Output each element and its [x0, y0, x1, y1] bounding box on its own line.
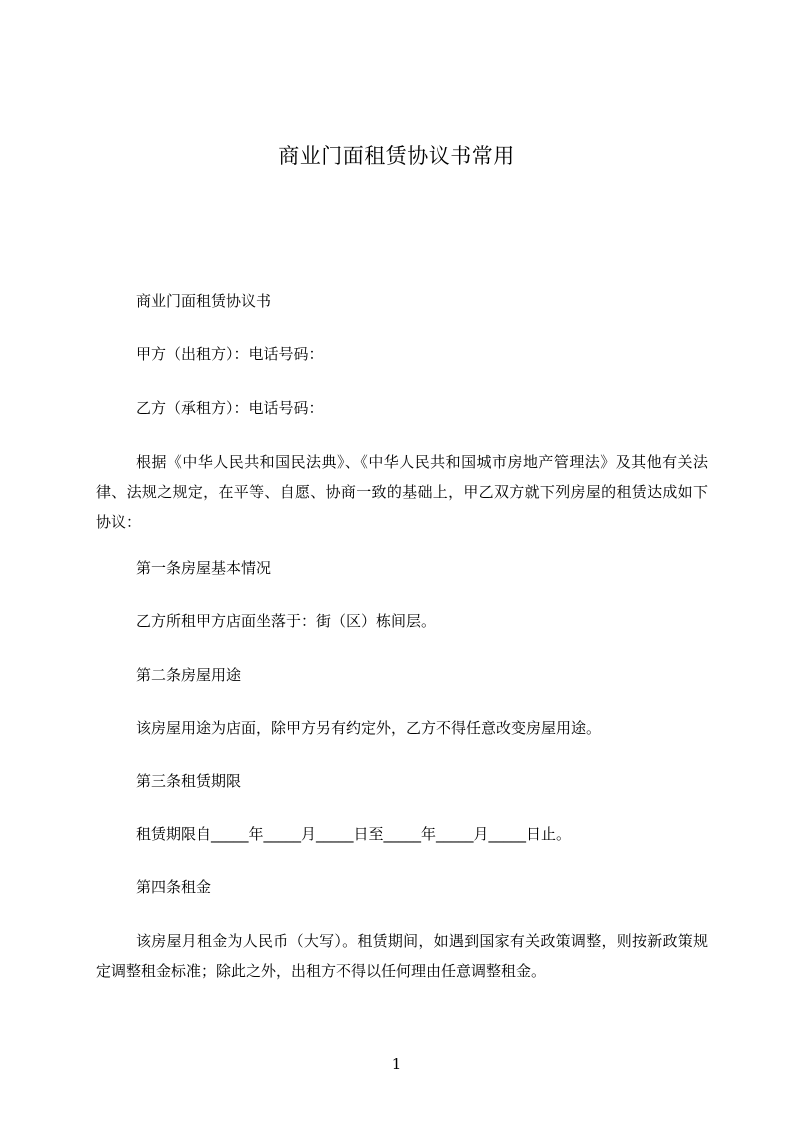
party-b-line: 乙方（承租方）：电话号码： [136, 399, 324, 417]
article-1-heading: 第一条房屋基本情况 [136, 559, 272, 577]
article-2-body: 该房屋用途为店面，除甲方另有约定外，乙方不得任意改变房屋用途。 [136, 719, 602, 737]
page-number: 1 [391, 1055, 402, 1073]
article-4-heading: 第四条租金 [136, 878, 212, 896]
article-3-body: 租赁期限自_____年_____月_____日至_____年_____月_____日止。 [136, 825, 572, 843]
article-2-heading: 第二条房屋用途 [136, 666, 242, 684]
agreement-heading: 商业门面租赁协议书 [136, 292, 272, 310]
article-1-body: 乙方所租甲方店面坐落于：街（区）栋间层。 [136, 612, 437, 630]
preamble-paragraph: 根据《中华人民共和国民法典》、《中华人民共和国城市房地产管理法》及其他有关法律、法规之规定，在平等、自愿、协商一致的基础上，甲乙双方就下列房屋的租赁达成如下协议： [96, 453, 708, 531]
article-4-body: 该房屋月租金为人民币（大写）。租赁期间，如遇到国家有关政策调整，则按新政策规定调整租金标准；除此之外，出租方不得以任何理由任意调整租金。 [96, 932, 708, 980]
article-3-heading: 第三条租赁期限 [136, 772, 242, 790]
party-a-line: 甲方（出租方）：电话号码： [136, 345, 324, 363]
document-title: 商业门面租赁协议书常用 [278, 144, 515, 168]
